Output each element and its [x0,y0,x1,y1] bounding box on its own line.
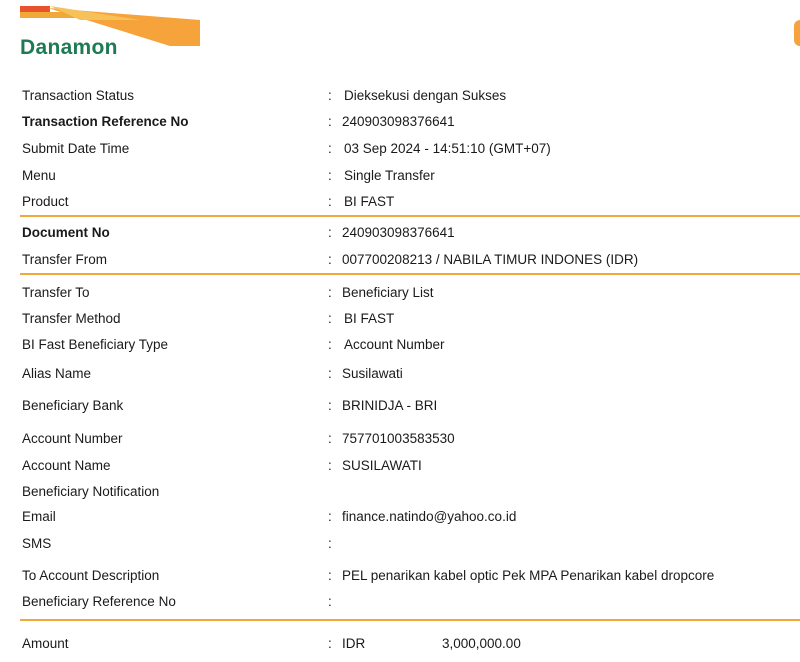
field-document-no [22,225,800,245]
field-value: PEL penarikan kabel optic Pek MPA Penarikan kabel dropcore [342,568,715,583]
amount-value: 3,000,000.00 [442,636,521,651]
field-label: Email [22,509,56,524]
separator: : [328,285,332,300]
section-divider [20,215,800,217]
field-label: Product [22,194,69,209]
field-label: Transaction Status [22,88,135,103]
field-label: Submit Date Time [22,141,130,156]
field-value: SUSILAWATI [342,458,422,473]
separator: : [328,194,332,209]
field-alias-name [22,366,800,386]
field-value: Susilawati [342,366,403,381]
corner-tab [794,20,800,46]
field-label: Document No [22,225,110,240]
separator: : [328,431,332,446]
field-beneficiary-notification [22,484,800,504]
separator: : [328,168,332,183]
field-transaction-reference [22,114,800,134]
field-label: Amount [22,636,69,651]
separator: : [328,225,332,240]
field-label: Beneficiary Notification [22,484,160,499]
field-label: Transaction Reference No [22,114,189,129]
field-value: 240903098376641 [342,114,455,129]
field-transfer-to [22,285,800,305]
separator: : [328,252,332,267]
separator: : [328,458,332,473]
field-value: BI FAST [344,194,395,209]
separator: : [328,568,332,583]
separator: : [328,594,332,609]
separator: : [328,636,332,651]
separator: : [328,311,332,326]
field-label: Account Name [22,458,111,473]
field-label: SMS [22,536,52,551]
field-email [22,509,800,529]
logo-wordmark: Danamon [20,36,118,59]
field-account-name [22,458,800,478]
field-amount [22,636,800,656]
separator: : [328,366,332,381]
field-bi-fast-beneficiary-type [22,337,800,357]
field-label: Transfer Method [22,311,121,326]
field-value: 03 Sep 2024 - 14:51:10 (GMT+07) [344,141,551,156]
field-label: Menu [22,168,56,183]
field-value: BI FAST [344,311,395,326]
field-beneficiary-reference-no [22,594,800,614]
field-to-account-description [22,568,800,588]
separator: : [328,398,332,413]
field-value: Single Transfer [344,168,435,183]
field-value: BRINIDJA - BRI [342,398,438,413]
separator: : [328,536,332,551]
field-label: Transfer To [22,285,90,300]
separator: : [328,141,332,156]
field-transfer-from [22,252,800,272]
field-value: 757701003583530 [342,431,455,446]
field-value: Dieksekusi dengan Sukses [344,88,507,103]
field-value: 007700208213 / NABILA TIMUR INDONES (IDR) [342,252,639,267]
field-value: 240903098376641 [342,225,455,240]
field-account-number [22,431,800,451]
field-label: To Account Description [22,568,160,583]
section-divider [20,619,800,621]
amount-currency: IDR [342,636,366,651]
field-submit-date-time [22,141,800,161]
separator: : [328,114,332,129]
field-label: Transfer From [22,252,108,267]
field-transfer-method [22,311,800,331]
separator: : [328,88,332,103]
field-label: Beneficiary Reference No [22,594,176,609]
danamon-logo [20,6,210,58]
field-sms [22,536,800,556]
field-label: Alias Name [22,366,92,381]
separator: : [328,509,332,524]
section-divider [20,273,800,275]
field-value: Account Number [344,337,445,352]
field-transaction-status [22,88,800,108]
field-label: Account Number [22,431,123,446]
field-label: Beneficiary Bank [22,398,124,413]
field-value: finance.natindo@yahoo.co.id [342,509,517,524]
field-label: BI Fast Beneficiary Type [22,337,169,352]
field-beneficiary-bank [22,398,800,418]
field-product [22,194,800,214]
separator: : [328,337,332,352]
field-value: Beneficiary List [342,285,434,300]
field-menu [22,168,800,188]
